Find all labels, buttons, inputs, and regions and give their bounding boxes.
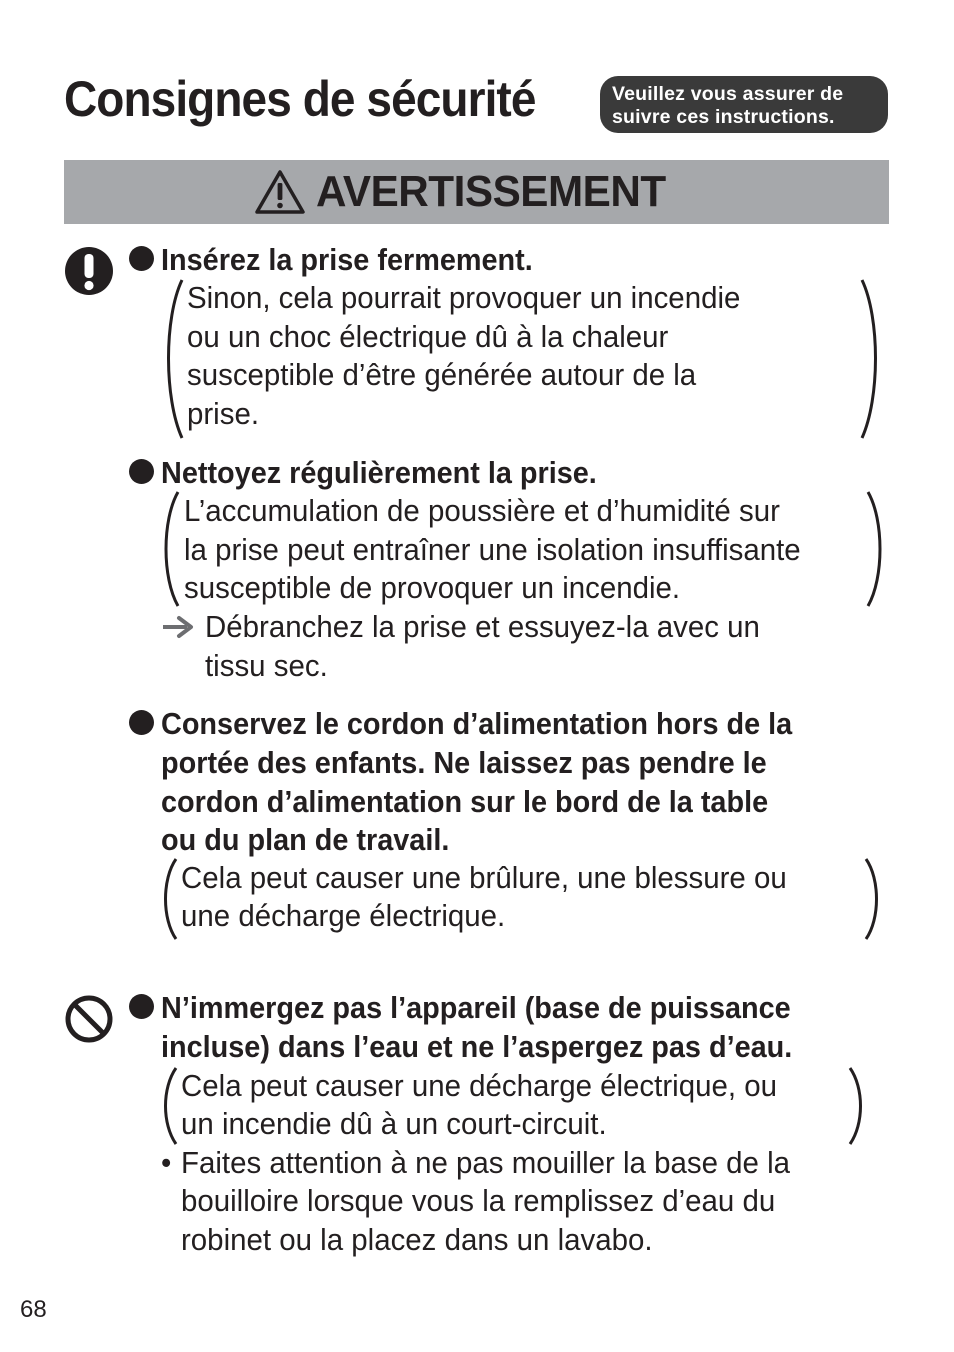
item-4-line-1: Cela peut causer une décharge électrique, ou: [181, 1068, 777, 1103]
item-4-heading-line-1: N’immergez pas l’appareil (base de puissance: [161, 990, 791, 1025]
item-3-heading-line-3: cordon d’alimentation sur le bord de la table: [161, 784, 769, 819]
item-2-action-line-1: Débranchez la prise et essuyez-la avec un: [205, 609, 760, 644]
item-1-heading: Insérez la prise fermement.: [161, 242, 533, 277]
page-number: 68: [20, 1296, 47, 1323]
item-4-note-line-2: bouilloire lorsque vous la remplissez d’eau du: [181, 1183, 776, 1218]
warning-triangle-icon: [254, 169, 306, 215]
item-3-heading-line-2: portée des enfants. Ne laissez pas pendre le: [161, 745, 767, 780]
item-4-heading-line-2: incluse) dans l’eau et ne l’aspergez pas d’eau.: [161, 1029, 793, 1064]
warning-banner-title: AVERTISSEMENT: [316, 167, 666, 216]
close-parenthesis: [864, 490, 888, 608]
item-3-line-1: Cela peut causer une brûlure, une blessure ou: [181, 860, 787, 895]
item-1-line-1: Sinon, cela pourrait provoquer un incendie: [187, 280, 741, 315]
item-1-line-2: ou un choc électrique dû à la chaleur: [187, 319, 669, 354]
item-3-heading-line-1: Conservez le cordon d’alimentation hors de la: [161, 706, 793, 741]
arrow-right-icon: [161, 614, 195, 640]
item-3-line-2: une décharge électrique.: [181, 898, 506, 933]
item-2-heading: Nettoyez régulièrement la prise.: [161, 455, 597, 490]
notice-line-1: Veuillez vous assurer de: [612, 83, 844, 105]
item-1-line-3: susceptible d’être générée autour de la: [187, 357, 697, 392]
item-1-line-4: prise.: [187, 396, 260, 431]
prohibition-icon: [64, 994, 114, 1044]
item-2-line-1: L’accumulation de poussière et d’humidité sur: [184, 493, 780, 528]
open-parenthesis: [158, 490, 182, 608]
page-title: Consignes de sécurité: [64, 71, 536, 127]
bullet: [129, 710, 154, 735]
item-2-line-2: la prise peut entraîner une isolation insuffisante: [184, 532, 801, 567]
bullet: [129, 459, 154, 484]
warning-banner: [64, 160, 889, 224]
item-2-line-3: susceptible de provoquer un incendie.: [184, 570, 681, 605]
close-parenthesis: [862, 857, 884, 941]
notice-line-2: suivre ces instructions.: [612, 106, 835, 128]
item-3-heading-line-4: ou du plan de travail.: [161, 822, 450, 857]
bullet: [129, 994, 154, 1019]
note-bullet: •: [161, 1145, 172, 1180]
item-4-line-2: un incendie dû à un court-circuit.: [181, 1106, 607, 1141]
exclamation-circle-icon: [64, 246, 114, 296]
bullet: [129, 246, 154, 271]
close-parenthesis: [858, 278, 884, 440]
instruction-notice-badge: [600, 76, 888, 133]
close-parenthesis: [846, 1066, 868, 1146]
item-4-note-line-1: Faites attention à ne pas mouiller la base de la: [181, 1145, 791, 1180]
open-parenthesis: [158, 1066, 180, 1146]
open-parenthesis: [158, 857, 180, 941]
open-parenthesis: [160, 278, 186, 440]
item-4-note-line-3: robinet ou la placez dans un lavabo.: [181, 1222, 653, 1257]
item-2-action-line-2: tissu sec.: [205, 648, 328, 683]
